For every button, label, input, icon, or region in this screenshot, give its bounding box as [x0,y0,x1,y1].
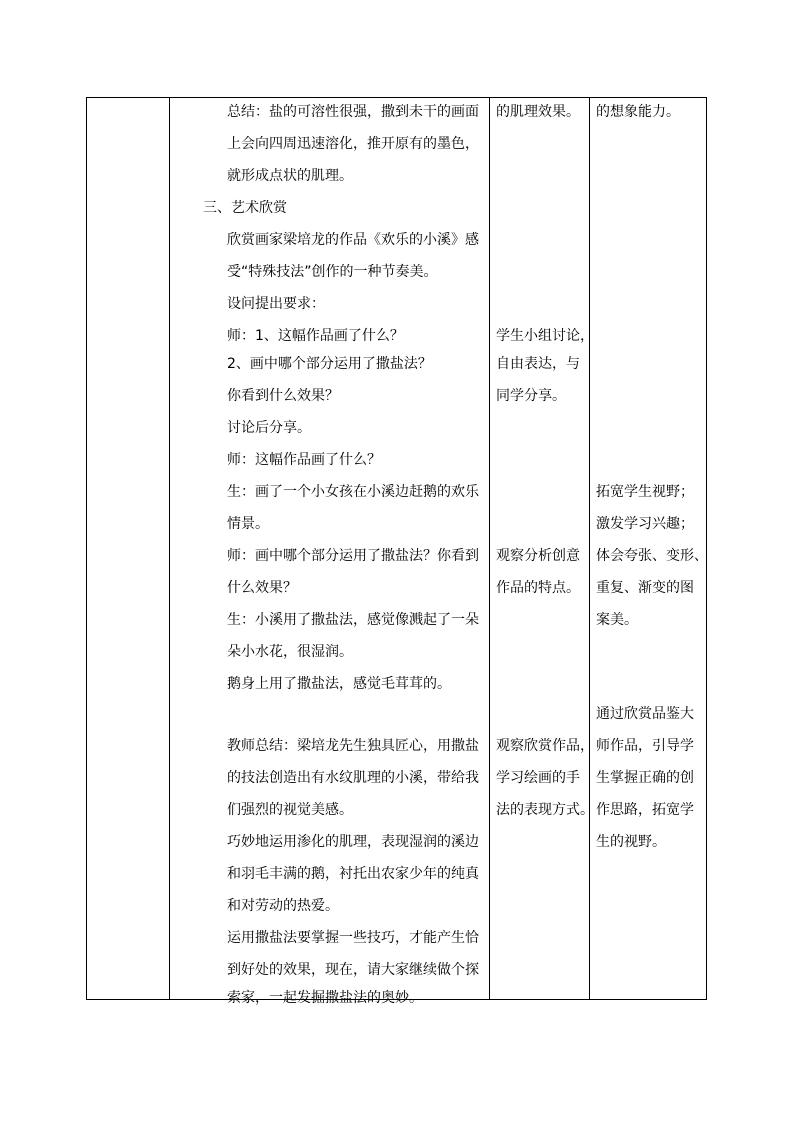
process-text-line: 索家，一起发掘撒盐法的奥妙。 [227,990,423,1006]
process-text-line: 欣赏画家梁培龙的作品《欢乐的小溪》感 [227,232,479,248]
process-text-line: 设问提出要求： [227,296,325,312]
column-divider [589,98,590,999]
process-text-line: 总结：盐的可溶性很强，撒到未干的画面 [227,104,479,120]
activity-text-line: 观察欣赏作品， [496,738,594,754]
intent-text-line: 案美。 [596,612,638,628]
activity-text-line: 法的表现方式。 [496,802,594,818]
process-text-line: 的技法创造出有水纹肌理的小溪，带给我 [227,770,479,786]
process-text-line: 鹅身上用了撒盐法，感觉毛茸茸的。 [227,676,451,692]
process-text-line: 和羽毛丰满的鹅，衬托出农家少年的纯真 [227,866,479,882]
process-text-line: 讨论后分享。 [227,420,311,436]
intent-text-line: 作思路，拓宽学 [596,802,694,818]
process-text-line: 师：1、这幅作品画了什么？ [227,328,404,344]
intent-text-line: 重复、渐变的图 [596,580,694,596]
activity-text-line: 学习绘画的手 [496,770,580,786]
intent-text-line: 拓宽学生视野； [596,484,694,500]
activity-text-line: 学生小组讨论， [496,328,594,344]
intent-text-line: 体会夸张、变形、 [596,548,708,564]
process-text-line: 你看到什么效果？ [227,388,339,404]
process-text-line: 上会向四周迅速溶化，推开原有的墨色， [227,136,479,152]
intent-text-line: 通过欣赏品鉴大 [596,706,694,722]
activity-text-line: 自由表达，与 [496,356,580,372]
section-heading: 三、艺术欣赏 [203,200,287,216]
process-text-line: 生：画了一个小女孩在小溪边赶鹅的欢乐 [227,484,479,500]
intent-text-line: 的想象能力。 [596,104,680,120]
activity-text-line: 作品的特点。 [496,580,580,596]
process-text-line: 生：小溪用了撒盐法，感觉像溅起了一朵 [227,612,479,628]
process-text-line: 们强烈的视觉美感。 [227,802,353,818]
process-text-line: 受“特殊技法”创作的一种节奏美。 [227,264,438,280]
process-text-line: 师：画中哪个部分运用了撒盐法？你看到 [227,548,479,564]
intent-text-line: 生的视野。 [596,834,666,850]
process-text-line: 朵小水花，很湿润。 [227,644,353,660]
process-text-line: 什么效果？ [227,580,297,596]
intent-text-line: 激发学习兴趣； [596,516,694,532]
process-text-line: 运用撒盐法要掌握一些技巧，才能产生恰 [227,930,479,946]
activity-text-line: 同学分享。 [496,388,566,404]
process-text-line: 巧妙地运用渗化的肌理，表现湿润的溪边 [227,834,479,850]
activity-text-line: 观察分析创意 [496,548,580,564]
process-text-line: 到好处的效果，现在，请大家继续做个探 [227,962,479,978]
intent-text-line: 生掌握正确的创 [596,770,694,786]
process-text-line: 教师总结：梁培龙先生独具匠心，用撒盐 [227,738,479,754]
activity-text-line: 的肌理效果。 [496,104,580,120]
intent-text-line: 师作品，引导学 [596,738,694,754]
process-text-line: 师：这幅作品画了什么？ [227,452,381,468]
process-text-line: 和对劳动的热爱。 [227,898,339,914]
process-text-line: 情景。 [227,516,269,532]
column-divider [489,98,490,999]
process-text-line: 就形成点状的肌理。 [227,168,353,184]
process-text-line: 2、画中哪个部分运用了撒盐法？ [227,356,432,372]
column-divider [169,98,170,999]
